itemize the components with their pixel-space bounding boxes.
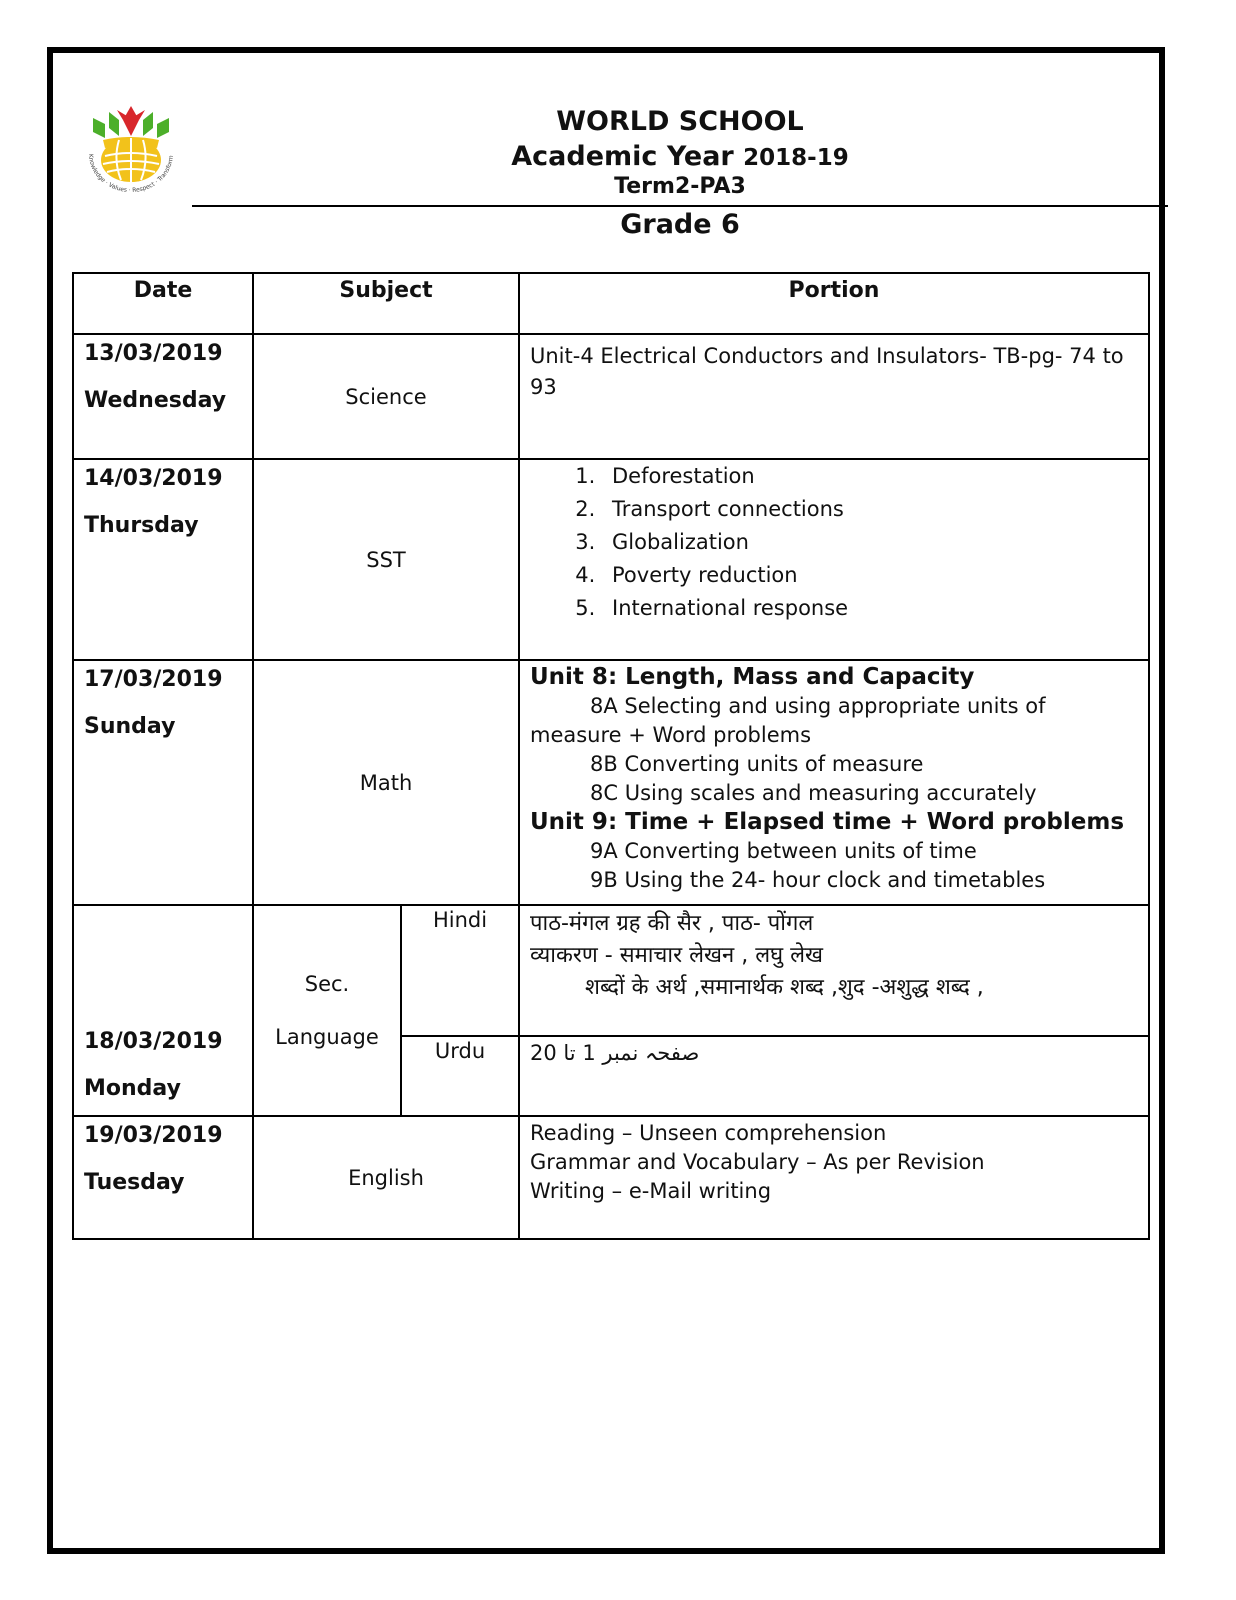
subject-cell: SST [253,459,519,660]
portion-cell: صفحہ نمبر 1 تا 20 [519,1036,1149,1116]
table-row [73,660,1149,905]
topic-list [530,460,1138,625]
date-cell: 18/03/2019 Monday [73,905,253,1116]
list-item: 4. Poverty reduction [602,559,1138,592]
list-item: 3. Globalization [602,526,1138,559]
header-date: Date [73,273,253,334]
language-urdu: Urdu [401,1036,519,1116]
portion-cell: Reading – Unseen comprehension Grammar and Vocabulary – As per Revision Writing – e-Mail writing [519,1116,1149,1239]
portion-cell: Unit 8: Length, Mass and Capacity 8A Selecting and using appropriate units of measure + Word problems 8B Converting units of measure 8C Using scales and measuring accurately Unit 9: Time + Elapsed time + Word problems 9A Converting between units of time 9B Using the 24- hour clock and timetables [519,660,1149,905]
header-rule [192,205,1168,207]
date-cell: 13/03/2019 Wednesday [73,334,253,459]
table-row [73,1116,1149,1239]
date-cell: 19/03/2019 Tuesday [73,1116,253,1239]
academic-year: Academic Year 2018-19 [511,141,849,172]
date-cell: 17/03/2019 Sunday [73,660,253,905]
header-portion: Portion [519,273,1149,334]
table-row [73,905,1149,1036]
portion-cell: पाठ-मंगल ग्रह की सैर , पाठ- पोंगल व्याकरण - समाचार लेखन , लघु लेख शब्दों के अर्थ ,समानार्थक शब्द ,शुद -अशुद्ध शब्द , [519,905,1149,1036]
subject-cell: Math [253,660,519,905]
subject-cell: English [253,1116,519,1239]
header-subject: Subject [253,273,519,334]
subject-cell: Science [253,334,519,459]
term: Term2-PA3 [614,174,746,199]
portion-cell: Unit-4 Electrical Conductors and Insulators- TB-pg- 74 to 93 [519,334,1149,459]
list-item: 5. International response [602,592,1138,625]
svg-text:Knowledge · Values · Respect ·: Knowledge · Values · Respect · Transform [86,153,176,194]
table-row [73,459,1149,660]
school-logo-icon [83,104,179,194]
unit-heading: Unit 8: Length, Mass and Capacity [530,664,975,690]
grade: Grade 6 [620,209,740,240]
language-hindi: Hindi [401,905,519,1036]
portion-cell [519,459,1149,660]
unit-heading: Unit 9: Time + Elapsed time + Word problems [530,809,1125,835]
header-row [73,273,1149,334]
school-name: WORLD SCHOOL [556,106,804,137]
exam-schedule-table [72,272,1150,1240]
date-cell: 14/03/2019 Thursday [73,459,253,660]
table-row [73,334,1149,459]
list-item: 2. Transport connections [602,493,1138,526]
subject-cell: Sec. Language [253,905,401,1116]
list-item: 1. Deforestation [602,460,1138,493]
